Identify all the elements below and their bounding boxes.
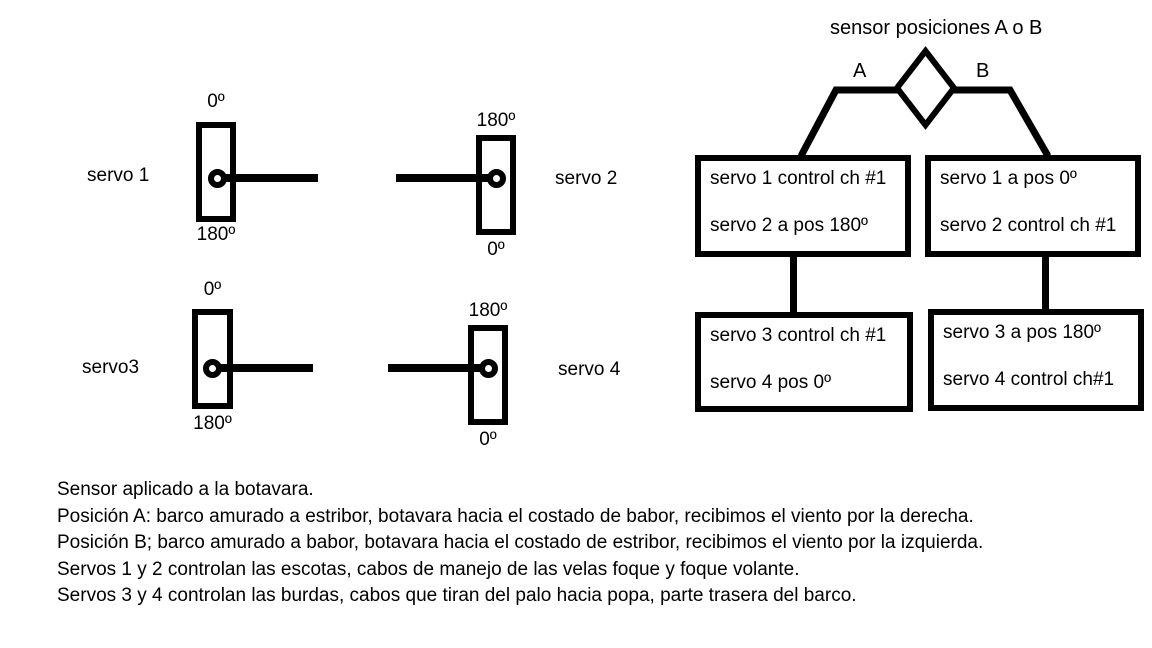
servo-1-bottom-angle: 180º (196, 224, 236, 245)
flow-box-b-line-2: servo 2 control ch #1 (940, 215, 1117, 236)
flow-box-a (695, 155, 911, 257)
flow-box-a-line-1: servo 1 control ch #1 (710, 168, 887, 189)
connector-right (1042, 255, 1049, 312)
servo-1-label: servo 1 (87, 165, 150, 186)
servo-1-arm (217, 174, 318, 182)
servo-3-hub-icon (203, 359, 222, 378)
servo-4-arm (388, 364, 488, 372)
flow-box-b (925, 155, 1141, 257)
servo-3-bottom-angle: 180º (193, 413, 232, 434)
flow-box-d-line-2: servo 4 control ch#1 (943, 369, 1115, 390)
servo-3-label: servo3 (82, 357, 140, 378)
servo-2-arm (396, 174, 496, 182)
note-line-4: Servos 1 y 2 controlan las escotas, cabos de manejo de las velas foque y foque volante. (57, 558, 800, 580)
flow-box-c-line-2: servo 4 pos 0º (710, 372, 832, 393)
branch-a-label: A (853, 60, 867, 82)
flow-box-b-line-1: servo 1 a pos 0º (940, 168, 1077, 189)
flow-box-d (928, 309, 1144, 411)
note-line-2: Posición A: barco amurado a estribor, botavara hacia el costado de babor, recibimos el viento por la derecha. (57, 505, 974, 527)
servo-2-bottom-angle: 0º (487, 239, 505, 260)
notes-block (57, 477, 983, 610)
sensor-branch-lines (780, 44, 1070, 160)
servo-2-label: servo 2 (555, 168, 618, 189)
servo-3-arm (212, 364, 313, 372)
servo-4-bottom-angle: 0º (479, 429, 497, 450)
flow-box-c (695, 312, 913, 412)
flow-box-a-line-2: servo 2 a pos 180º (710, 215, 868, 236)
servo-4-label: servo 4 (558, 359, 621, 380)
servo-4-hub-icon (479, 359, 498, 378)
servo-3-top-angle: 0º (203, 279, 222, 300)
branch-b-label: B (976, 60, 990, 82)
servo-4-top-angle: 180º (468, 300, 508, 321)
note-line-3: Posición B; barco amurado a babor, botavara hacia el costado de estribor, recibimos el viento por la izquierda. (57, 532, 984, 553)
servo-2-top-angle: 180º (476, 110, 516, 131)
note-line-1: Sensor aplicado a la botavara. (57, 479, 314, 500)
flow-box-c-line-1: servo 3 control ch #1 (710, 325, 887, 346)
flow-box-d-line-1: servo 3 a pos 180º (943, 322, 1101, 343)
servo-2-hub-icon (487, 169, 506, 188)
note-line-5: Servos 3 y 4 controlan las burdas, cabos que tiran del palo hacia popa, parte trasera del barco. (57, 585, 857, 606)
connector-left (790, 255, 797, 315)
flowchart-title: sensor posiciones A o B (830, 17, 1043, 39)
servo-1-hub-icon (208, 169, 227, 188)
sensor-decision-diamond-icon (897, 51, 954, 125)
servo-1-top-angle: 0º (207, 91, 225, 112)
